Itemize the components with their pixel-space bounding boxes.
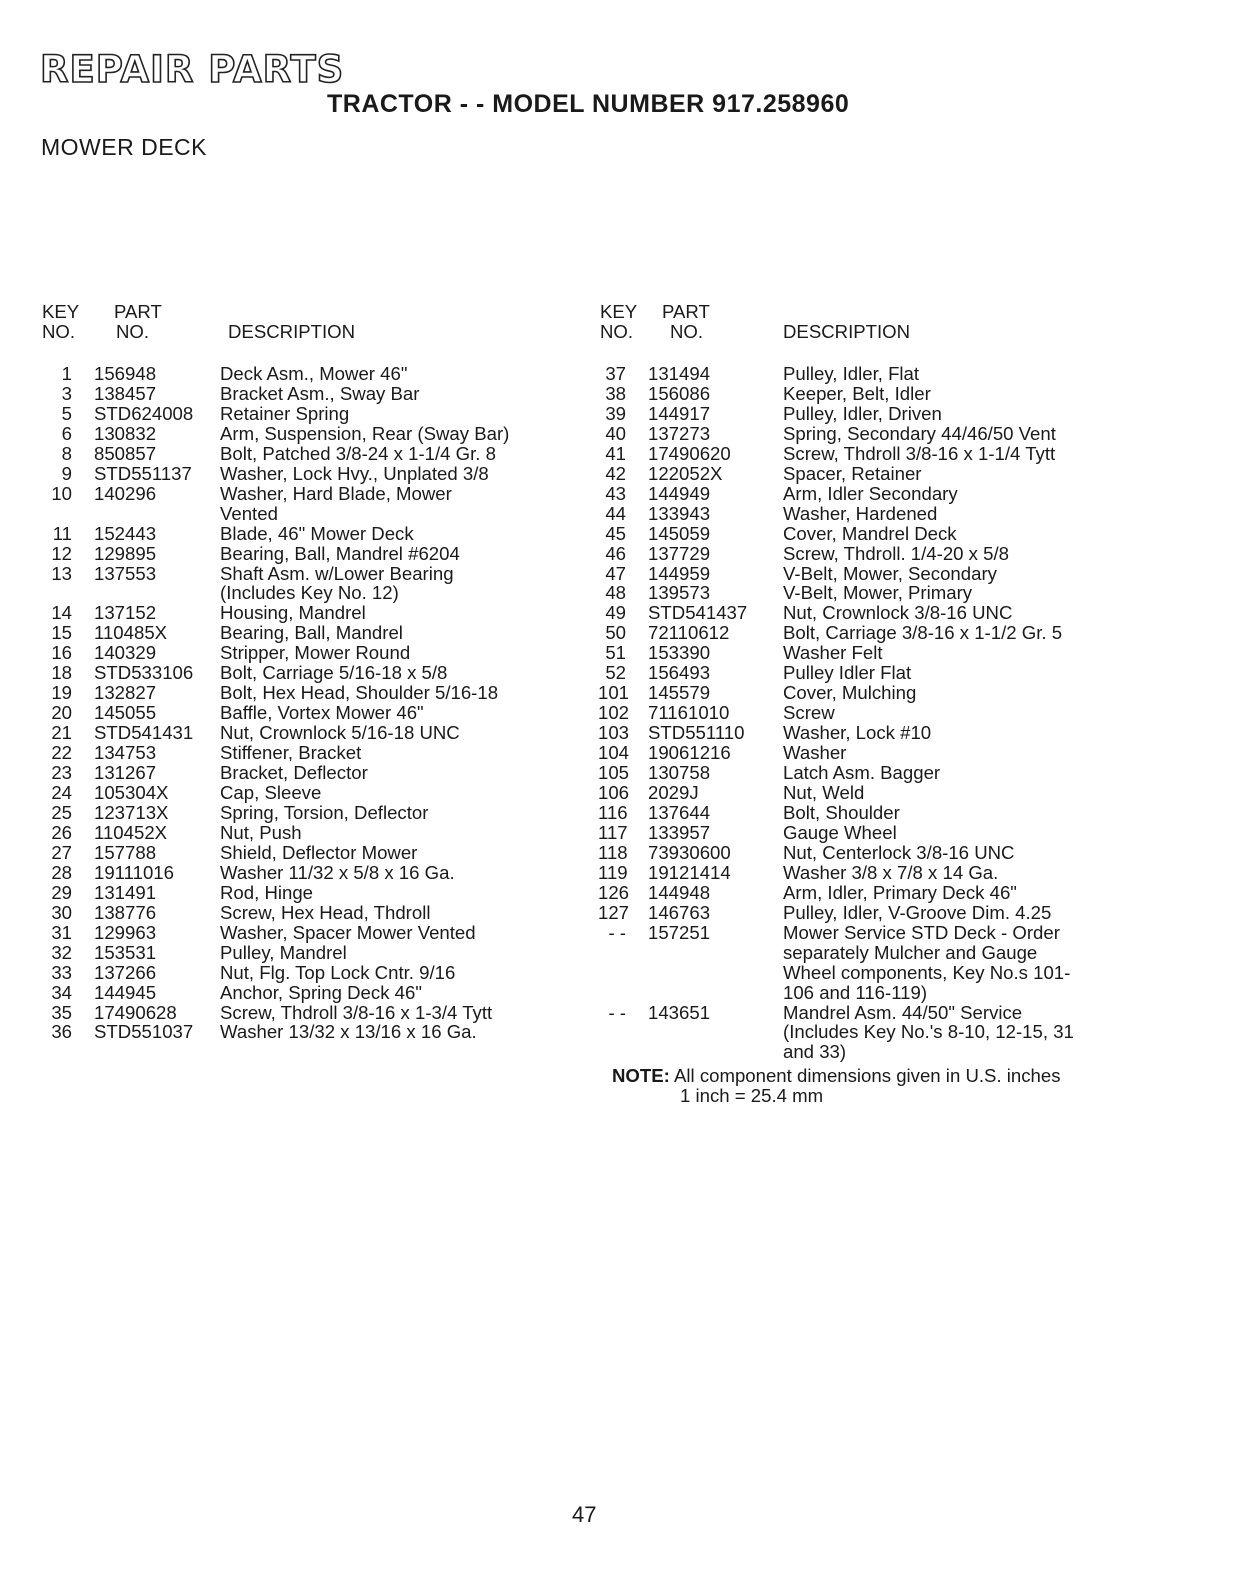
part-description: Screw, Hex Head, Thdroll (220, 901, 431, 923)
part-description: Washer 13/32 x 13/16 x 16 Ga. (220, 1021, 477, 1043)
part-description: Bracket Asm., Sway Bar (220, 382, 420, 404)
model-number-heading: TRACTOR - - MODEL NUMBER 917.258960 (327, 90, 850, 118)
part-number: 139573 (648, 582, 711, 604)
part-description: Bolt, Shoulder (783, 801, 900, 823)
part-number: 138457 (94, 382, 157, 404)
table-row (598, 404, 1158, 424)
key-number: 116 (598, 801, 628, 823)
part-description: Rod, Hinge (220, 881, 314, 903)
key-header-line1: KEY (42, 301, 80, 322)
part-number: 157251 (648, 921, 711, 943)
table-row (42, 623, 582, 643)
table-header (42, 302, 582, 364)
part-number: 138776 (94, 901, 157, 923)
table-row (42, 364, 582, 384)
table-row (598, 504, 1158, 524)
table-row (42, 883, 582, 903)
part-number: 144917 (648, 402, 711, 424)
table-row (598, 643, 1158, 663)
key-number: 1 (61, 363, 72, 384)
key-number: 5 (61, 402, 72, 424)
part-number: 17490628 (94, 1001, 177, 1023)
key-number: 40 (605, 422, 626, 444)
part-number: 131494 (648, 363, 711, 384)
key-number: 106 (598, 782, 630, 804)
part-number: 146763 (648, 901, 711, 923)
part-number: 73930600 (648, 841, 731, 863)
key-number: 26 (51, 821, 72, 843)
part-number: 110452X (94, 821, 168, 843)
table-row (42, 983, 582, 1003)
table-row (598, 703, 1158, 723)
part-description: Nut, Push (220, 821, 302, 843)
part-description: V-Belt, Mower, Primary (783, 582, 973, 604)
section-heading: MOWER DECK (41, 134, 207, 160)
table-row (42, 783, 582, 803)
key-number: 18 (51, 662, 72, 684)
part-number: 72110612 (648, 622, 730, 644)
key-number: 10 (51, 482, 72, 504)
key-number: 102 (598, 702, 630, 724)
part-description: Washer, Lock Hvy., Unplated 3/8 (220, 462, 489, 484)
part-header-line1: PART (662, 301, 710, 322)
part-number: 153531 (94, 941, 157, 963)
table-row (42, 643, 582, 663)
part-description: Cover, Mandrel Deck (783, 522, 957, 544)
part-description: Pulley, Mandrel (220, 941, 347, 963)
part-description: Deck Asm., Mower 46" (220, 363, 408, 384)
key-number: 127 (598, 901, 630, 923)
table-row (598, 424, 1158, 444)
part-description: Shaft Asm. w/Lower Bearing (Includes Key No. 12) (220, 562, 454, 604)
note-label: NOTE: (612, 1065, 670, 1087)
part-number: STD551110 (648, 722, 745, 744)
part-description: Bearing, Ball, Mandrel (220, 622, 403, 644)
key-number: 33 (51, 961, 72, 983)
table-row (42, 464, 582, 484)
table-row (42, 484, 582, 524)
table-row (42, 544, 582, 564)
part-description: Baffle, Vortex Mower 46" (220, 702, 424, 724)
part-number: 110485X (94, 622, 168, 644)
part-header-line1: PART (114, 301, 162, 322)
part-description: Washer, Hard Blade, Mower Vented (220, 482, 452, 524)
table-row (42, 663, 582, 683)
part-description: Pulley, Idler, Driven (783, 402, 942, 424)
key-number: 19 (51, 682, 72, 704)
table-row (598, 823, 1158, 843)
key-number: 45 (605, 522, 626, 544)
part-number: STD551137 (94, 462, 192, 484)
part-description: Arm, Suspension, Rear (Sway Bar) (220, 422, 510, 444)
key-number: 27 (51, 841, 72, 863)
part-number: 137729 (648, 542, 711, 564)
part-number: 140296 (94, 482, 157, 504)
part-number: 19121414 (648, 861, 731, 883)
table-row (42, 683, 582, 703)
key-number: 50 (605, 622, 626, 644)
description-header: DESCRIPTION (783, 321, 911, 342)
key-number: 13 (51, 562, 72, 584)
page-title: REPAIR PARTS (40, 48, 345, 91)
key-number: 48 (605, 582, 626, 604)
table-row (598, 583, 1158, 603)
part-description: Washer, Lock #10 (783, 722, 932, 744)
part-number: 122052X (648, 462, 723, 484)
table-row (42, 903, 582, 923)
parts-table-left (42, 302, 582, 1042)
part-number: 131267 (94, 762, 157, 784)
part-description: Latch Asm. Bagger (783, 762, 941, 784)
table-row (42, 564, 582, 604)
part-description: Washer 3/8 x 7/8 x 14 Ga. (783, 861, 999, 883)
key-number: 8 (61, 442, 72, 464)
table-row (598, 544, 1158, 564)
part-description: Bracket, Deflector (220, 762, 368, 784)
part-number: 156086 (648, 382, 711, 404)
key-header-line1: KEY (600, 301, 638, 322)
part-number: 132827 (94, 682, 157, 704)
table-row (42, 1022, 582, 1042)
note-conversion: 1 inch = 25.4 mm (680, 1085, 824, 1107)
part-number: 850857 (94, 442, 157, 464)
key-number: 42 (605, 462, 626, 484)
part-number: 137553 (94, 562, 157, 584)
description-header: DESCRIPTION (228, 321, 356, 342)
part-description: Housing, Mandrel (220, 602, 366, 624)
part-number: 137273 (648, 422, 711, 444)
part-number: 143651 (648, 1001, 711, 1023)
part-number: 152443 (94, 522, 157, 544)
key-number: 39 (605, 402, 626, 424)
part-number: 133943 (648, 502, 711, 524)
key-number: 34 (51, 981, 72, 1003)
part-description: Bearing, Ball, Mandrel #6204 (220, 542, 460, 564)
key-number: 38 (605, 382, 626, 404)
part-description: Washer, Hardened (783, 502, 938, 524)
part-number: 19111016 (94, 861, 174, 883)
table-row (42, 1003, 582, 1023)
part-number: 130832 (94, 422, 157, 444)
table-row (598, 623, 1158, 643)
part-number: 19061216 (648, 742, 731, 764)
part-description: Screw, Thdroll 3/8-16 x 1-1/4 Tytt (783, 442, 1056, 464)
table-row (598, 923, 1158, 1003)
table-row (598, 843, 1158, 863)
part-description: Washer (783, 742, 847, 764)
key-number: 51 (605, 642, 626, 664)
key-number: 36 (51, 1021, 72, 1043)
part-number: 144959 (648, 562, 711, 584)
part-number: 144945 (94, 981, 157, 1003)
part-description: Nut, Centerlock 3/8-16 UNC (783, 841, 1015, 863)
key-number: 105 (598, 762, 630, 784)
part-number: 130758 (648, 762, 711, 784)
table-row (598, 484, 1158, 504)
key-number: 52 (605, 662, 626, 684)
table-row (598, 384, 1158, 404)
part-description: Washer 11/32 x 5/8 x 16 Ga. (220, 861, 455, 883)
table-row (42, 384, 582, 404)
table-row (42, 444, 582, 464)
key-number: 6 (61, 422, 72, 444)
table-row (598, 603, 1158, 623)
table-row (598, 364, 1158, 384)
key-number: 101 (598, 682, 630, 704)
part-description: Nut, Weld (783, 782, 865, 804)
key-number: 29 (51, 881, 72, 903)
part-number: 153390 (648, 642, 711, 664)
part-number: 129963 (94, 921, 157, 943)
part-description: Washer, Spacer Mower Vented (220, 921, 476, 943)
part-description: Pulley, Idler, V-Groove Dim. 4.25 (783, 901, 1052, 923)
part-description: Nut, Crownlock 5/16-18 UNC (220, 722, 460, 744)
part-description: Arm, Idler Secondary (783, 482, 958, 504)
table-row (42, 943, 582, 963)
part-number: 129895 (94, 542, 157, 564)
part-description: Spacer, Retainer (783, 462, 922, 484)
parts-list-left (42, 364, 582, 1042)
key-number: 12 (51, 542, 72, 564)
key-number: 35 (51, 1001, 72, 1023)
table-row (42, 524, 582, 544)
table-row (598, 723, 1158, 743)
key-number: 16 (51, 642, 72, 664)
table-row (42, 923, 582, 943)
part-description: Nut, Flg. Top Lock Cntr. 9/16 (220, 961, 456, 983)
table-row (42, 963, 582, 983)
key-number: 22 (51, 742, 72, 764)
table-row (598, 783, 1158, 803)
part-number: 137644 (648, 801, 711, 823)
key-number: 3 (61, 382, 72, 404)
part-number: 137266 (94, 961, 157, 983)
key-number: 23 (51, 762, 72, 784)
table-row (42, 424, 582, 444)
part-number: 134753 (94, 742, 157, 764)
key-number: 21 (51, 722, 72, 744)
part-number: STD533106 (94, 662, 194, 684)
part-description: Cap, Sleeve (220, 782, 322, 804)
part-header-line2: NO. (116, 321, 150, 342)
table-row (42, 404, 582, 424)
table-row (598, 743, 1158, 763)
page-number: 47 (572, 1502, 597, 1527)
table-row (598, 564, 1158, 584)
note-text: All component dimensions given in U.S. inches (673, 1065, 1061, 1087)
parts-table-right (598, 302, 1158, 1106)
key-number: 117 (598, 821, 628, 843)
part-number: 133957 (648, 821, 711, 843)
part-description: Pulley Idler Flat (783, 662, 912, 684)
part-description: Pulley, Idler, Flat (783, 363, 920, 384)
key-number: 47 (605, 562, 626, 584)
part-number: 137152 (94, 602, 157, 624)
key-header-line2: NO. (42, 321, 76, 342)
part-number: 105304X (94, 782, 169, 804)
key-number: 41 (605, 442, 626, 464)
part-number: 2029J (648, 782, 699, 804)
part-number: 131491 (94, 881, 157, 903)
part-number: 71161010 (648, 702, 730, 724)
part-number: STD624008 (94, 402, 194, 424)
key-number: 14 (51, 602, 72, 624)
table-row (598, 903, 1158, 923)
table-row (42, 743, 582, 763)
key-number: 25 (51, 801, 72, 823)
key-number: 46 (605, 542, 626, 564)
key-number: 28 (51, 861, 72, 883)
part-description: Bolt, Hex Head, Shoulder 5/16-18 (220, 682, 499, 704)
table-row (598, 763, 1158, 783)
table-row (598, 1003, 1158, 1063)
key-number: 31 (51, 921, 72, 943)
part-description: Washer Felt (783, 642, 883, 664)
part-number: 156948 (94, 363, 157, 384)
key-number: 30 (51, 901, 72, 923)
part-number: STD541437 (648, 602, 748, 624)
part-number: 140329 (94, 642, 157, 664)
part-description: Stiffener, Bracket (220, 742, 362, 764)
key-number: 20 (51, 702, 72, 724)
part-description: Spring, Secondary 44/46/50 Vent (783, 422, 1056, 444)
table-row (42, 723, 582, 743)
table-row (598, 803, 1158, 823)
part-description: Retainer Spring (220, 402, 350, 424)
key-number: 24 (51, 782, 72, 804)
part-number: STD551037 (94, 1021, 194, 1043)
table-row (598, 883, 1158, 903)
part-description: Screw, Thdroll 3/8-16 x 1-3/4 Tytt (220, 1001, 493, 1023)
part-description: V-Belt, Mower, Secondary (783, 562, 997, 584)
part-number: 157788 (94, 841, 157, 863)
key-number: 44 (605, 502, 626, 524)
part-number: 123713X (94, 801, 169, 823)
table-row (598, 663, 1158, 683)
part-description: Mower Service STD Deck - Order separately Mulcher and Gauge Wheel components, Key No.s 101- 106 and 116-119) (783, 921, 1071, 1003)
part-description: Spring, Torsion, Deflector (220, 801, 429, 823)
part-number: 145579 (648, 682, 711, 704)
key-number: - - (608, 921, 626, 943)
key-number: 37 (605, 363, 626, 384)
part-description: Nut, Crownlock 3/8-16 UNC (783, 602, 1013, 624)
table-header (598, 302, 1158, 364)
part-description: Bolt, Carriage 3/8-16 x 1-1/2 Gr. 5 (783, 622, 1063, 644)
part-number: 17490620 (648, 442, 731, 464)
table-row (598, 464, 1158, 484)
key-number: 119 (598, 861, 628, 883)
part-description: Keeper, Belt, Idler (783, 382, 931, 404)
key-number: 15 (51, 622, 72, 644)
part-description: Bolt, Carriage 5/16-18 x 5/8 (220, 662, 448, 684)
part-description: Bolt, Patched 3/8-24 x 1-1/4 Gr. 8 (220, 442, 496, 464)
key-number: 43 (605, 482, 626, 504)
key-number: 126 (598, 881, 630, 903)
key-number: 104 (598, 742, 630, 764)
table-row (598, 524, 1158, 544)
part-description: Shield, Deflector Mower (220, 841, 418, 863)
part-number: 145059 (648, 522, 711, 544)
key-number: - - (608, 1001, 626, 1023)
table-row (42, 763, 582, 783)
table-row (42, 823, 582, 843)
part-number: 144948 (648, 881, 711, 903)
part-header-line2: NO. (670, 321, 704, 342)
table-row (42, 603, 582, 623)
part-description: Stripper, Mower Round (220, 642, 411, 664)
key-number: 11 (52, 522, 72, 544)
part-description: Screw, Thdroll. 1/4-20 x 5/8 (783, 542, 1009, 564)
note (598, 1066, 1158, 1106)
part-number: 145055 (94, 702, 157, 724)
table-row (42, 863, 582, 883)
part-description: Blade, 46" Mower Deck (220, 522, 414, 544)
key-header-line2: NO. (600, 321, 634, 342)
part-description: Mandrel Asm. 44/50" Service (Includes Key No.'s 8-10, 12-15, 31 and 33) (783, 1001, 1074, 1063)
part-number: STD541431 (94, 722, 194, 744)
table-row (42, 843, 582, 863)
part-description: Gauge Wheel (783, 821, 897, 843)
part-description: Anchor, Spring Deck 46" (220, 981, 422, 1003)
table-row (598, 683, 1158, 703)
table-row (42, 803, 582, 823)
parts-list-right (598, 364, 1158, 1062)
key-number: 103 (598, 722, 630, 744)
part-number: 144949 (648, 482, 711, 504)
part-description: Screw (783, 702, 835, 724)
table-row (42, 703, 582, 723)
table-row (598, 863, 1158, 883)
key-number: 49 (605, 602, 626, 624)
part-description: Arm, Idler, Primary Deck 46" (783, 881, 1017, 903)
key-number: 32 (51, 941, 72, 963)
key-number: 9 (61, 462, 72, 484)
part-description: Cover, Mulching (783, 682, 917, 704)
table-row (598, 444, 1158, 464)
key-number: 118 (598, 841, 628, 863)
part-number: 156493 (648, 662, 711, 684)
